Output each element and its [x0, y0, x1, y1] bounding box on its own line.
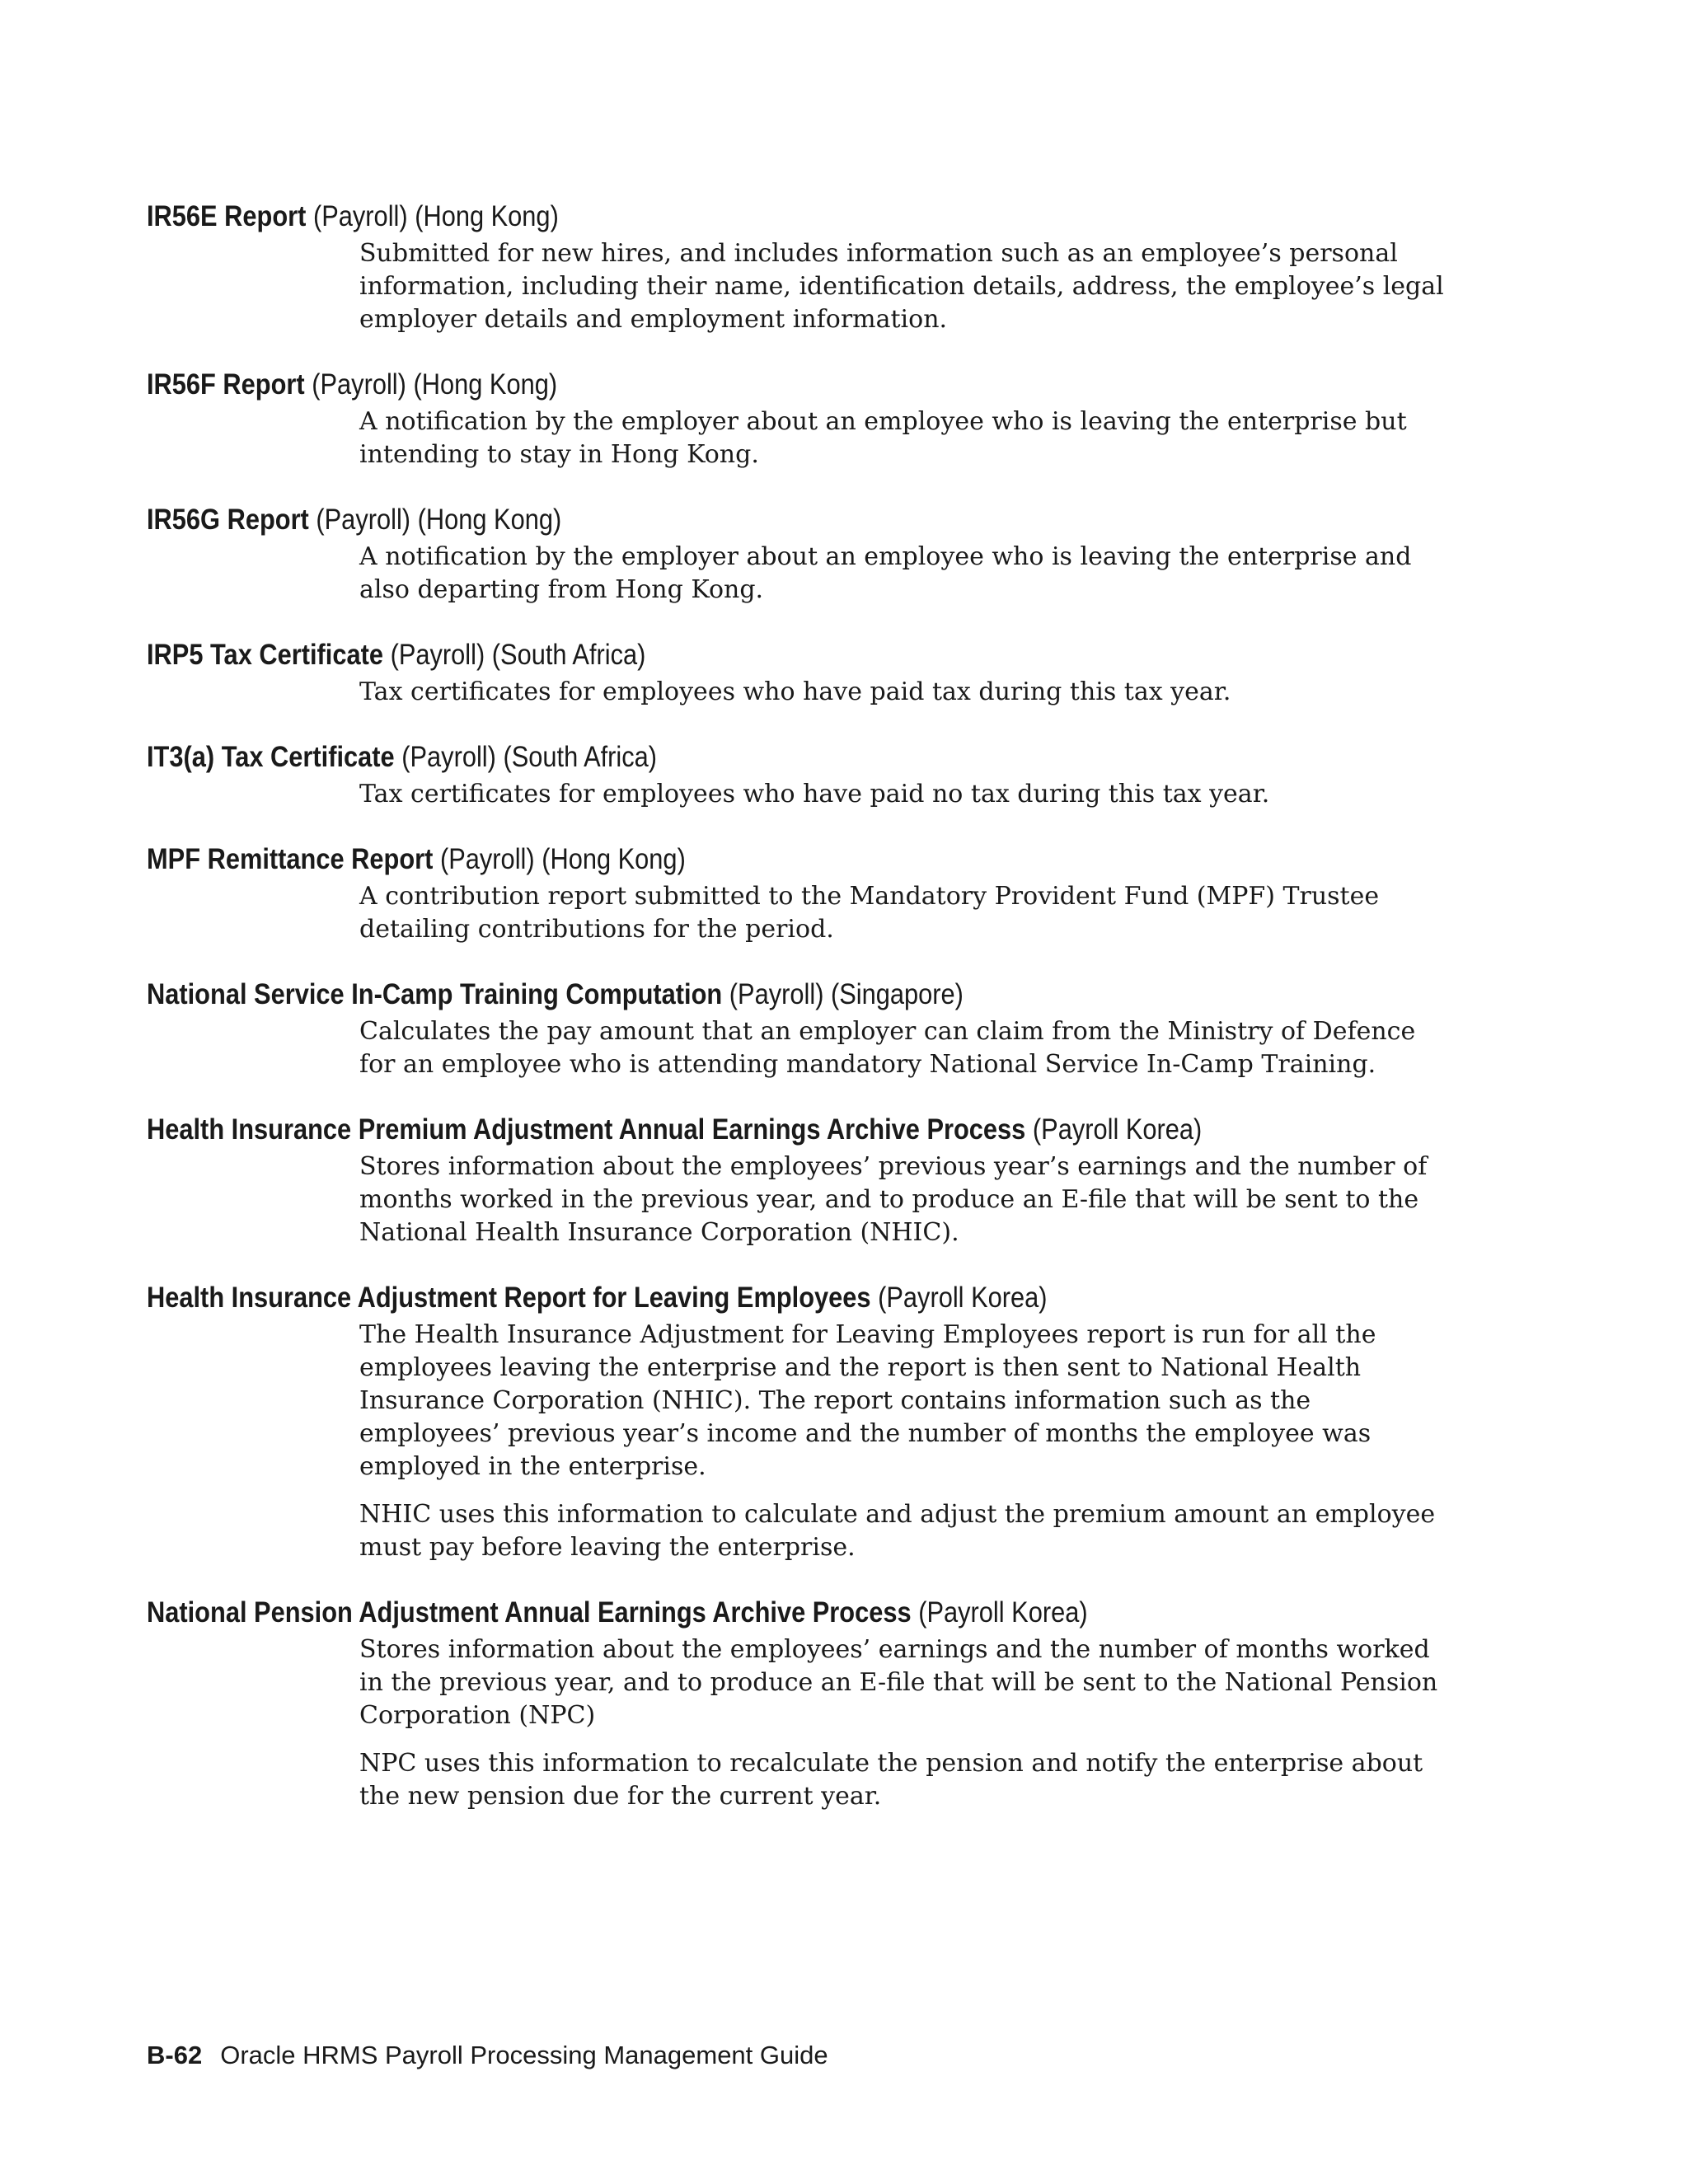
entry-title [147, 976, 1307, 1014]
glossary-entry [147, 841, 1465, 946]
entry-title [147, 636, 1307, 674]
guide-title: Oracle HRMS Payroll Processing Management Guide [220, 2041, 828, 2069]
entry-name: IT3(a) Tax Certificate [147, 741, 395, 773]
entry-qualifier: (Payroll) (South Africa) [390, 639, 646, 671]
glossary-entry [147, 1594, 1465, 1813]
entry-description: Tax certificates for employees who have paid no tax during this tax year. [359, 780, 1270, 808]
entry-name: National Pension Adjustment Annual Earnings Archive Process [147, 1596, 912, 1629]
entry-description: Stores information about the employees’ earnings and the number of months worked in the previous year, and to produce an E-file that will be sent to the National Pension Corporation (NPC) [359, 1635, 1438, 1730]
entry-qualifier: (Payroll Korea) [918, 1596, 1088, 1629]
entry-title [147, 501, 1307, 539]
glossary-entry [147, 976, 1465, 1081]
entry-qualifier: (Payroll Korea) [878, 1282, 1048, 1314]
entry-description: NHIC uses this information to calculate and adjust the premium amount an employee must pay before leaving the enterprise. [359, 1500, 1436, 1562]
entry-description: A notification by the employer about an employee who is leaving the enterprise and also departing from Hong Kong. [359, 542, 1412, 604]
entry-qualifier: (Payroll Korea) [1032, 1113, 1203, 1146]
page-number: B-62 [147, 2041, 203, 2069]
entry-title [147, 198, 1307, 236]
glossary-entry [147, 636, 1465, 709]
entry-name: IR56F Report [147, 368, 305, 401]
entry-title [147, 1594, 1307, 1632]
entry-name: IR56G Report [147, 504, 309, 536]
entry-name: MPF Remittance Report [147, 843, 434, 875]
entry-title [147, 366, 1307, 404]
glossary-entry [147, 738, 1465, 811]
entry-title [147, 841, 1307, 879]
entry-description: NPC uses this information to recalculate the pension and notify the enterprise about the new pension due for the current year. [359, 1749, 1423, 1811]
entry-description: A contribution report submitted to the Mandatory Provident Fund (MPF) Trustee detailing contributions for the period. [359, 882, 1380, 944]
entry-description: Calculates the pay amount that an employer can claim from the Ministry of Defence for an employee who is attending mandatory National Service In-Camp Training. [359, 1017, 1416, 1079]
entry-name: IRP5 Tax Certificate [147, 639, 384, 671]
glossary-list [147, 198, 1465, 1843]
entry-description: The Health Insurance Adjustment for Leaving Employees report is run for all the employees leaving the enterprise and the report is then sent to National Health Insurance Corporation (NHIC). The report contains information such as the employees’ previous year’s income and the number of months the employee was employed in the enterprise. [359, 1320, 1376, 1481]
glossary-entry [147, 501, 1465, 607]
entry-qualifier: (Payroll) (Hong Kong) [439, 843, 686, 875]
entry-qualifier: (Payroll) (Singapore) [729, 978, 964, 1010]
entry-description: Stores information about the employees’ previous year’s earnings and the number of months worked in the previous year, and to produce an E-file that will be sent to the National Health Insurance Corporation (NHIC). [359, 1152, 1428, 1247]
entry-name: National Service In-Camp Training Computation [147, 978, 723, 1010]
entry-name: Health Insurance Premium Adjustment Annual Earnings Archive Process [147, 1113, 1026, 1146]
entry-description: Tax certificates for employees who have paid tax during this tax year. [359, 677, 1231, 706]
entry-description: A notification by the employer about an employee who is leaving the enterprise but intending to stay in Hong Kong. [359, 407, 1407, 469]
glossary-entry [147, 366, 1465, 471]
entry-qualifier: (Payroll) (Hong Kong) [316, 504, 562, 536]
entry-description: Submitted for new hires, and includes information such as an employee’s personal information, including their name, identification details, address, the employee’s legal employer details and employment information. [359, 239, 1444, 334]
glossary-entry [147, 1279, 1465, 1564]
entry-name: Health Insurance Adjustment Report for Leaving Employees [147, 1282, 871, 1314]
page-footer [147, 2039, 828, 2072]
entry-qualifier: (Payroll) (Hong Kong) [312, 368, 558, 401]
entry-title [147, 738, 1307, 776]
entry-qualifier: (Payroll) (Hong Kong) [312, 200, 559, 232]
entry-title [147, 1111, 1307, 1149]
entry-title [147, 1279, 1307, 1317]
entry-name: IR56E Report [147, 200, 307, 232]
glossary-entry [147, 198, 1465, 336]
glossary-entry [147, 1111, 1465, 1249]
entry-qualifier: (Payroll) (South Africa) [401, 741, 658, 773]
